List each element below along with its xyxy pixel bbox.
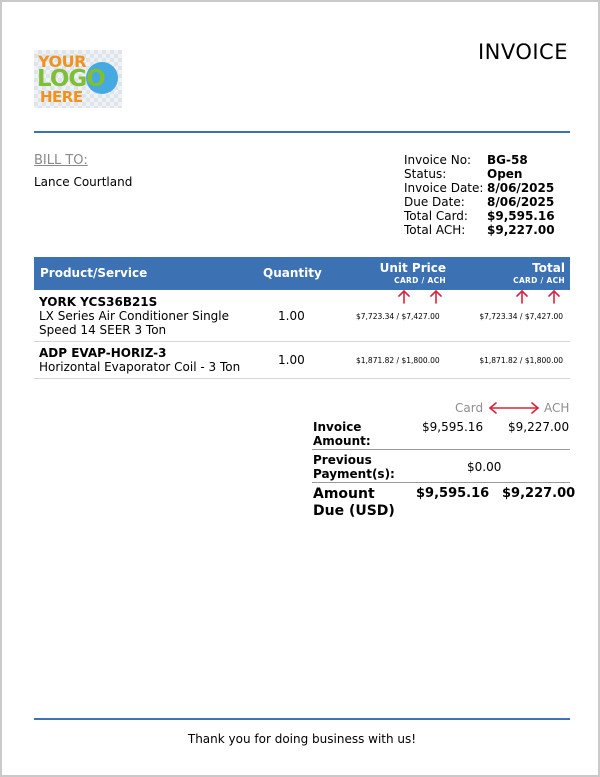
meta-label: Invoice Date: <box>404 181 484 195</box>
totals-divider <box>312 449 570 450</box>
logo-text-here: HERE <box>40 88 83 106</box>
previous-payments-value: $0.00 <box>467 460 502 474</box>
card-column-label: Card <box>455 401 484 415</box>
meta-row-total-ach <box>404 223 555 237</box>
invoice-title: INVOICE <box>477 40 568 64</box>
column-arrows <box>392 288 572 306</box>
meta-value: BG-58 <box>487 153 528 167</box>
column-header-product: Product/Service <box>40 266 148 280</box>
row-divider <box>34 378 570 379</box>
label-line: Due (USD) <box>313 503 395 519</box>
company-logo <box>34 50 122 108</box>
item-total: $1,871.82 / $1,800.00 <box>479 356 563 365</box>
meta-row-invoice-date <box>404 181 555 195</box>
column-header-unit-price: Unit Price <box>379 261 446 275</box>
item-description: LX Series Air Conditioner Single <box>39 309 230 323</box>
footer-divider <box>34 718 570 720</box>
logo-text-your: YOUR <box>38 52 86 71</box>
meta-value: 8/06/2025 <box>487 181 555 195</box>
label-line: Previous <box>313 453 372 467</box>
arrow-up-icon <box>431 291 441 303</box>
item-description: Horizontal Evaporator Coil - 3 Ton <box>39 360 241 374</box>
amount-due-card: $9,595.16 <box>416 486 490 501</box>
label-line: Invoice <box>313 420 362 434</box>
invoice-meta <box>404 153 555 237</box>
meta-value: Open <box>487 167 523 181</box>
previous-payments-label <box>313 453 395 481</box>
item-quantity: 1.00 <box>278 309 305 323</box>
item-name: ADP EVAP-HORIZ-3 <box>39 346 167 360</box>
item-name: YORK YCS36B21S <box>39 295 158 309</box>
meta-label: Invoice No: <box>404 153 472 167</box>
arrow-up-icon <box>517 291 527 303</box>
meta-label: Due Date: <box>404 195 465 209</box>
unit-price-subheader: CARD / ACH <box>394 276 446 285</box>
meta-value: $9,227.00 <box>487 223 555 237</box>
meta-label: Status: <box>404 167 447 181</box>
label-line: Amount: <box>313 434 371 448</box>
bill-to-label: BILL TO: <box>34 153 88 168</box>
column-header-total: Total <box>532 261 565 275</box>
invoice-amount-card: $9,595.16 <box>422 420 484 434</box>
invoice-amount-ach: $9,227.00 <box>508 420 570 434</box>
amount-due-label <box>313 486 395 520</box>
column-header-quantity: Quantity <box>263 266 322 280</box>
item-total: $7,723.34 / $7,427.00 <box>479 312 563 321</box>
meta-row-status <box>404 167 555 181</box>
meta-label: Total Card: <box>404 209 468 223</box>
meta-value: 8/06/2025 <box>487 195 555 209</box>
row-divider <box>34 341 570 342</box>
item-unit-price: $7,723.34 / $7,427.00 <box>356 312 440 321</box>
meta-row-total-card <box>404 209 555 223</box>
items-table-header <box>34 257 570 290</box>
totals-divider <box>312 482 570 483</box>
item-unit-price: $1,871.82 / $1,800.00 <box>356 356 440 365</box>
meta-value: $9,595.16 <box>487 209 555 223</box>
item-description: Speed 14 SEER 3 Ton <box>39 323 167 337</box>
item-quantity: 1.00 <box>278 353 305 367</box>
label-line: Amount <box>313 486 375 502</box>
header-divider <box>34 131 570 133</box>
arrow-up-icon <box>399 291 409 303</box>
ach-column-label: ACH <box>544 401 570 415</box>
amount-due-ach: $9,227.00 <box>502 486 576 501</box>
customer-name: Lance Courtland <box>34 175 133 189</box>
logo-text-logo: LOGO <box>37 66 105 92</box>
label-line: Payment(s): <box>313 467 395 481</box>
meta-row-due-date <box>404 195 555 209</box>
invoice-amount-label <box>313 420 371 448</box>
arrow-up-icon <box>549 291 559 303</box>
double-arrow-icon <box>487 401 541 415</box>
meta-label: Total ACH: <box>404 223 466 237</box>
meta-row-invoice-no <box>404 153 555 167</box>
total-subheader: CARD / ACH <box>513 276 565 285</box>
footer-message: Thank you for doing business with us! <box>187 732 417 746</box>
